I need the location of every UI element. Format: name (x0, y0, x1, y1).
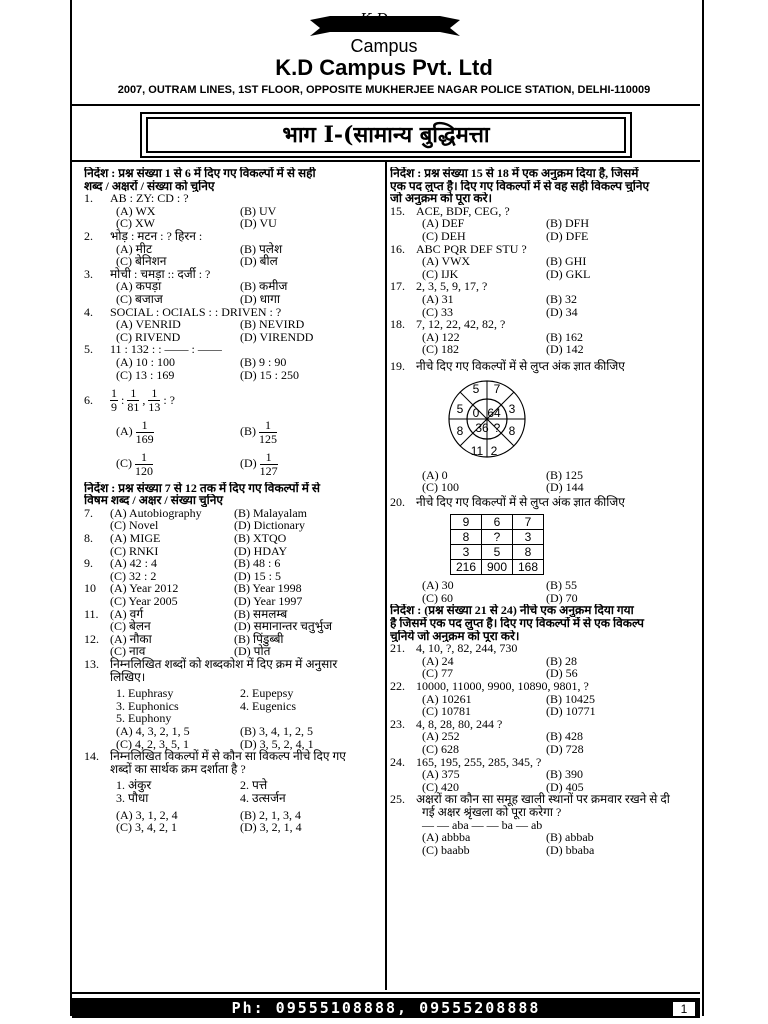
grid-cell: 8 (451, 530, 482, 545)
question (84, 387, 384, 413)
denominator: 9 (111, 399, 117, 414)
option-d: (D) पोत (234, 644, 271, 659)
footer-phone: Ph: 09555108888, 09555208888 (72, 998, 700, 1018)
list-item: 5. Euphony (116, 711, 172, 726)
wheel-number: 0 (472, 405, 480, 420)
grid-cell: 216 (451, 560, 482, 575)
item-list (84, 792, 384, 805)
list-item: 1. Euphrasy (116, 686, 174, 701)
option-b: (B) 32 (546, 291, 577, 306)
option-d: (D) धागा (240, 291, 281, 306)
option-a: (A) 30 (422, 578, 454, 593)
option-a: (A) 24 (422, 653, 454, 668)
option-d: (D) 142 (546, 342, 584, 357)
question-text: अक्षरों का कौन सा समूह खाली स्थानों पर क्रमवार रखने से दी (416, 792, 670, 807)
letter-series: — — aba — — ba — ab (422, 817, 543, 832)
question-number: 22. (390, 679, 405, 694)
option-label: (A) (116, 424, 133, 439)
question-text: 4, 10, ?, 82, 244, 730 (416, 641, 518, 656)
question-text: 4, 8, 28, 80, 244 ? (416, 716, 503, 731)
option-b: (B) NEVIRD (240, 317, 305, 332)
wheel-number: 8 (456, 423, 464, 438)
option-d: (D) 70 (546, 590, 578, 605)
question-number: 18. (390, 317, 405, 332)
wheel-number: 36 (475, 420, 489, 435)
question-number: 20. (390, 494, 405, 509)
direction-text: चुनिये जो अनुक्रम को पूरा करे। (390, 629, 520, 643)
option-d: (D) 3, 5, 2, 4, 1 (240, 736, 314, 751)
option-b: (B) पिंडुब्बी (234, 631, 284, 646)
options (84, 293, 384, 306)
question-text-cont (84, 671, 384, 684)
question-number: 19. (390, 358, 405, 373)
option-d: (D) VU (240, 216, 277, 231)
list-item: 2. पत्ते (240, 778, 268, 793)
option-a: (A) वर्ग (110, 606, 144, 621)
wheel-number: 8 (508, 423, 516, 438)
denominator: 120 (135, 464, 153, 479)
question-text: 7, 12, 22, 42, 82, ? (416, 317, 506, 332)
options (390, 844, 700, 857)
option-d: (D) DFE (546, 228, 589, 243)
option-a: (A) Autobiography (110, 505, 202, 520)
question-number: 25. (390, 792, 405, 807)
fraction (259, 419, 277, 445)
question-number: 6. (84, 392, 93, 407)
option-a: (A) 4, 3, 2, 1, 5 (116, 723, 190, 738)
option-b: (B) 390 (546, 767, 583, 782)
option-b: (B) 125 (546, 467, 583, 482)
question-text: गई अक्षर श्रृंखला को पूरा करेगा ? (422, 804, 562, 819)
option-d (240, 451, 278, 477)
option-a: (A) MIGE (110, 531, 161, 546)
question (390, 318, 700, 331)
question-number: 11. (84, 606, 99, 621)
number-grid (450, 514, 544, 575)
option-label: (D) (240, 456, 257, 471)
question-text: SOCIAL : OCIALS : : DRIVEN : ? (110, 304, 282, 319)
question-number: 12. (84, 631, 99, 646)
question-text-cont (390, 806, 700, 819)
option-d: (D) HDAY (234, 543, 288, 558)
numerator: 1 (259, 419, 277, 433)
option-c: (C) 13 : 169 (116, 367, 175, 382)
list-item: 1. अंकुर (116, 778, 152, 793)
option-c: (C) नाव (110, 644, 146, 659)
question-number: 23. (390, 716, 405, 731)
option-c: (C) बेलन (110, 619, 151, 634)
option-c: (C) 3, 4, 2, 1 (116, 820, 177, 835)
option-b: (B) पलेश (240, 241, 283, 256)
question-text: निम्नलिखित विकल्पों में से कौन सा विकल्प नीचे दिए गए (110, 749, 346, 764)
wheel-number: 3 (508, 401, 516, 416)
fraction (260, 451, 278, 477)
institute-address: 2007, OUTRAM LINES, 1ST FLOOR, OPPOSITE MUKHERJEE NAGAR POLICE STATION, DELHI-110009 (117, 84, 651, 96)
denominator: 169 (135, 431, 154, 446)
grid-cell: 7 (513, 515, 544, 530)
question-text: 2, 3, 5, 9, 17, ? (416, 279, 488, 294)
option-d: (D) VIRENDD (240, 329, 314, 344)
right-column (390, 167, 700, 856)
option-a: (A) VENRID (116, 317, 181, 332)
fraction (135, 451, 153, 477)
option-a: (A) मीट (116, 241, 152, 256)
question-text: ACE, BDF, CEG, ? (416, 203, 510, 218)
option-b: (B) XTQO (234, 531, 287, 546)
grid-cell: 168 (513, 560, 544, 575)
option-b: (B) 55 (546, 578, 577, 593)
option-label: (B) (240, 424, 256, 439)
fraction (148, 387, 160, 413)
numerator: 1 (260, 451, 278, 465)
question-text: शब्दों का सार्थक क्रम दर्शाता है ? (110, 761, 246, 776)
option-b: (B) कमीज (240, 279, 288, 294)
option-b: (B) 3, 4, 1, 2, 5 (240, 723, 313, 738)
question (390, 680, 700, 693)
option-b: (B) GHI (546, 254, 587, 269)
direction-text: जो अनुक्रम को पूरा करे। (390, 192, 493, 205)
denominator: 81 (127, 399, 140, 414)
fraction (110, 387, 118, 413)
direction-text: विषम शब्द / अक्षर / संख्या चुनिए (84, 494, 223, 507)
option-a: (A) WX (116, 203, 156, 218)
question-number: 4. (84, 304, 93, 319)
options (390, 743, 700, 756)
question-text: नीचे दिए गए विकल्पों में से लुप्त अंक ज्ञात कीजिए (416, 358, 625, 373)
option-d: (D) समानान्तर चतुर्भुज (234, 619, 333, 634)
option-d: (D) 405 (546, 779, 584, 794)
option-c: (C) RIVEND (116, 329, 181, 344)
page-number: 1 (672, 1001, 696, 1017)
options (390, 481, 700, 494)
option-a (116, 419, 240, 445)
option-b: (B) 10425 (546, 691, 595, 706)
options (390, 768, 700, 781)
question-text-cont (84, 763, 384, 776)
numerator: 1 (127, 387, 139, 401)
list-item: 3. Euphonics (116, 698, 179, 713)
option-a: (A) Year 2012 (110, 581, 179, 596)
option-b: (B) 2, 1, 3, 4 (240, 807, 301, 822)
option-c: (C) Novel (110, 518, 159, 533)
option-c: (C) 32 : 2 (110, 568, 157, 583)
options (84, 356, 384, 369)
institute-title: K.D Campus Pvt. Ltd (275, 55, 493, 80)
list-item: 4. उत्सर्जन (240, 790, 286, 805)
option-c: (C) 182 (422, 342, 459, 357)
option-c: (C) Year 2005 (110, 594, 178, 608)
option-d: (D) 728 (546, 742, 584, 756)
options (390, 255, 700, 268)
list-item: 2. Eupepsy (240, 686, 294, 701)
question-number: 9. (84, 556, 93, 571)
wheel-number: 64 (487, 405, 501, 420)
direction-text: एक पद लुप्त है। दिए गए विकल्पों में से वह सही विकल्प चुनिए (390, 179, 650, 193)
option-c: (C) 100 (422, 480, 459, 495)
option-d: (D) 15 : 250 (240, 367, 299, 382)
denominator: 125 (259, 431, 277, 446)
question (390, 360, 700, 373)
numerator: 1 (148, 387, 160, 401)
options (390, 592, 700, 605)
option-a: (A) 10 : 100 (116, 354, 175, 369)
option-d: (D) 10771 (546, 704, 596, 719)
option-a: (A) 0 (422, 467, 448, 482)
question-number: 1. (84, 191, 93, 206)
list-item: 4. Eugenics (240, 698, 296, 713)
question-number: 8. (84, 531, 93, 546)
option-c (116, 451, 240, 477)
option-b: (B) 162 (546, 329, 583, 344)
options (84, 369, 384, 382)
grid-cell: 9 (451, 515, 482, 530)
question-text: 11 : 132 : : —— : —— (110, 342, 222, 357)
option-d: (D) 144 (546, 480, 584, 495)
option-d: (D) Dictionary (234, 518, 305, 533)
direction-text: निर्देश : प्रश्न संख्या 15 से 18 में एक अनुक्रम दिया है, जिसमें (390, 167, 639, 180)
option-a: (A) कपड़ा (116, 279, 162, 294)
grid-cell: 3 (513, 530, 544, 545)
option-b: (B) 428 (546, 729, 583, 744)
direction-text: शब्द / अक्षरों / संख्या को चुनिए (84, 179, 215, 193)
option-d: (D) 34 (546, 304, 578, 319)
direction-text: निर्देश : प्रश्न संख्या 7 से 12 तक में दिए गए विकल्पों में से (84, 481, 321, 495)
wheel-number: ? (493, 420, 501, 435)
options (84, 620, 384, 633)
option-a: (A) abbba (422, 830, 471, 845)
options (390, 705, 700, 718)
option-b: (B) समलम्ब (234, 606, 288, 621)
option-d: (D) 3, 2, 1, 4 (240, 820, 302, 835)
question (84, 557, 384, 570)
logo-script: K.D (360, 10, 389, 28)
option-c: (C) बजाज (116, 291, 163, 306)
option-c: (C) 10781 (422, 704, 471, 719)
options (390, 831, 700, 844)
question (84, 192, 384, 205)
option-a: (A) 375 (422, 767, 460, 782)
question (390, 496, 700, 509)
option-c: (C) XW (116, 216, 155, 231)
grid-cell: 6 (482, 515, 513, 530)
option-c: (C) DEH (422, 228, 466, 243)
left-column (84, 167, 384, 834)
option-c: (C) 628 (422, 742, 459, 756)
options (390, 293, 700, 306)
question-text: : ? (160, 392, 176, 407)
option-b: (B) DFH (546, 216, 590, 231)
options (84, 725, 384, 738)
option-c: (C) 4, 2, 3, 5, 1 (116, 736, 189, 751)
question-number: 7. (84, 505, 93, 520)
question-number: 21. (390, 641, 405, 656)
option-c: (C) बेनिशन (116, 254, 167, 269)
question-number: 2. (84, 228, 93, 243)
option-d: (D) 56 (546, 666, 578, 681)
question-number: 24. (390, 754, 405, 769)
grid-cell: 8 (513, 545, 544, 560)
option-a: (A) 122 (422, 329, 460, 344)
option-d: (D) 15 : 5 (234, 568, 281, 583)
wheel-number: 7 (493, 381, 501, 396)
question (84, 230, 384, 243)
option-d: (D) bbaba (546, 842, 595, 857)
wheel-number: 11 (470, 443, 484, 458)
option-c: (C) 33 (422, 304, 453, 319)
option-d: (D) Year 1997 (234, 594, 303, 608)
item-list (84, 687, 384, 700)
question-number: 15. (390, 203, 405, 218)
options (84, 419, 384, 445)
option-a: (A) नौका (110, 631, 152, 646)
question-text: लिखिए। (110, 669, 146, 684)
option-c: (C) 77 (422, 666, 453, 681)
numerator: 1 (136, 419, 154, 433)
question-text: मोची : चमड़ा :: दर्जी : ? (110, 266, 211, 281)
grid-cell: 5 (482, 545, 513, 560)
question (390, 642, 700, 655)
question (84, 532, 384, 545)
question-text: 165, 195, 255, 285, 345, ? (416, 754, 542, 769)
wheel-number: 5 (456, 401, 464, 416)
question-text: नीचे दिए गए विकल्पों में से लुप्त अंक ज्ञात कीजिए (416, 494, 625, 509)
list-item: 3. पौधा (116, 790, 149, 805)
question-text: भोड़ : मटन : ? हिरन : (110, 228, 203, 243)
question-text: ABC PQR DEF STU ? (416, 241, 527, 256)
option-a: (A) DEF (422, 216, 465, 231)
option-a: (A) VWX (422, 254, 471, 269)
option-b: (B) abbab (546, 830, 594, 845)
fraction (136, 419, 154, 445)
denominator: 127 (259, 464, 278, 479)
fraction (127, 387, 139, 413)
question-number: 5. (84, 342, 93, 357)
options (390, 343, 700, 356)
option-c: (C) 60 (422, 590, 453, 605)
options (84, 318, 384, 331)
option-a: (A) 3, 1, 2, 4 (116, 807, 178, 822)
question-number: 10 (84, 581, 96, 596)
question-text: AB : ZY: CD : ? (110, 191, 189, 206)
question-number: 14. (84, 749, 99, 764)
wheel-number: 2 (490, 443, 498, 458)
question (84, 658, 384, 671)
question (84, 750, 384, 763)
question-number: 3. (84, 266, 93, 281)
question-number: 17. (390, 279, 405, 294)
option-b: (B) Malayalam (234, 505, 307, 520)
option-c: (C) 420 (422, 779, 459, 794)
footer-rule (72, 992, 700, 994)
column-divider (385, 162, 387, 990)
grid-cell: ? (482, 530, 513, 545)
option-c: (C) IJK (422, 266, 459, 281)
grid-cell: 900 (482, 560, 513, 575)
options (84, 255, 384, 268)
separator: , (139, 392, 149, 407)
option-b: (B) 28 (546, 653, 577, 668)
option-b: (B) Year 1998 (234, 581, 302, 596)
option-b: (B) UV (240, 203, 277, 218)
separator: : (118, 392, 128, 407)
options (84, 451, 384, 477)
question-number: 13. (84, 656, 99, 671)
number-grid-figure (390, 514, 700, 575)
denominator: 13 (148, 399, 161, 414)
number-wheel-figure (390, 373, 700, 469)
options (84, 595, 384, 608)
option-b: (B) 48 : 6 (234, 556, 281, 571)
option-d: (D) GKL (546, 266, 591, 281)
option-a: (A) 42 : 4 (110, 556, 157, 571)
question-text: 10000, 11000, 9900, 10890, 9801, ? (416, 679, 589, 694)
number-wheel (442, 373, 532, 465)
options (84, 821, 384, 834)
numerator: 1 (111, 386, 117, 401)
wheel-number: 5 (472, 381, 480, 396)
grid-cell: 3 (451, 545, 482, 560)
option-label: (C) (116, 456, 132, 471)
option-c: (C) baabb (422, 842, 470, 857)
option-d: (D) बील (240, 254, 278, 269)
section-heading: भाग I-(सामान्य बुद्धिमत्ता (146, 117, 626, 153)
question-text: निम्नलिखित शब्दों को शब्दकोश में दिए क्रम में अनुसार (110, 656, 338, 671)
question-number: 16. (390, 241, 405, 256)
direction-text: निर्देश : (प्रश्न संख्या 21 से 24) नीचे एक अनुक्रम दिया गया (390, 604, 634, 618)
numerator: 1 (135, 451, 153, 465)
option-a: (A) 31 (422, 291, 454, 306)
option-b: (B) 9 : 90 (240, 354, 287, 369)
option-c: (C) RNKI (110, 543, 159, 558)
option-a: (A) 252 (422, 729, 460, 744)
option-a: (A) 10261 (422, 691, 472, 706)
option-b (240, 419, 277, 445)
options (390, 230, 700, 243)
header-rule (72, 104, 700, 106)
logo-campus-text: Campus (350, 36, 418, 56)
direction-text: है जिसमें एक पद लुप्त है। दिए गए विकल्पों में से एक विकल्प (390, 617, 644, 630)
options (390, 579, 700, 592)
direction-text: निर्देश : प्रश्न संख्या 1 से 6 में दिए गए विकल्पों में से सही (84, 167, 316, 180)
